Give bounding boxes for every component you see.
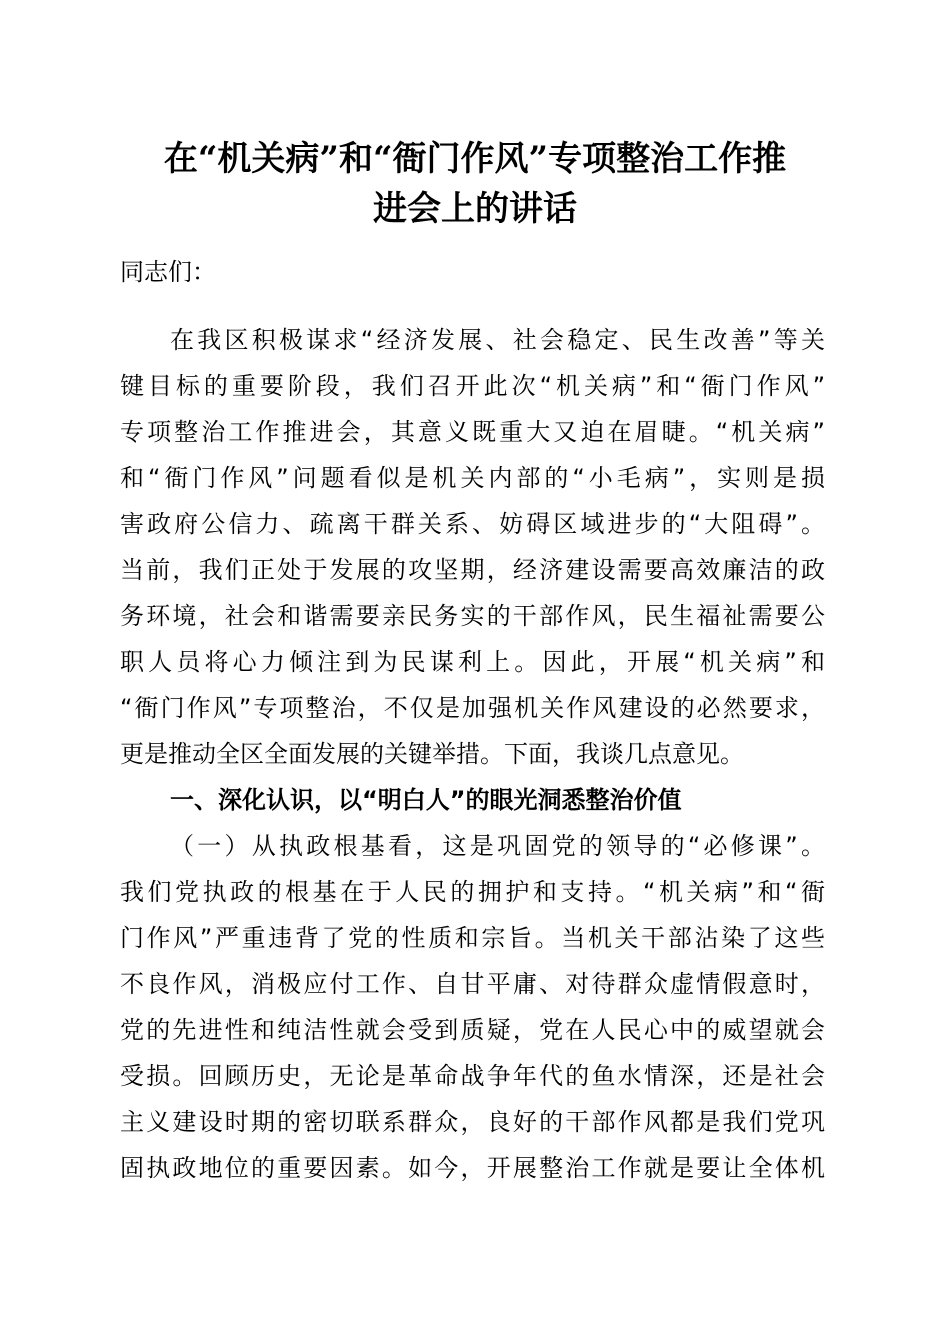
paragraph-1-line: 害政府公信力、疏离干群关系、妨碍区域进步的“大阻碍”。 — [120, 510, 825, 538]
paragraph-2-line: （一）从执政根基看，这是巩固党的领导的“必修课”。 — [170, 832, 825, 860]
paragraph-1-line: “衙门作风”专项整治，不仅是加强机关作风建设的必然要求， — [120, 694, 825, 722]
document-title-line-1: 在“机关病”和“衙门作风”专项整治工作推 — [163, 139, 787, 179]
paragraph-1-line: 在我区积极谋求“经济发展、社会稳定、民生改善”等关 — [170, 326, 825, 354]
paragraph-1-line: 更是推动全区全面发展的关键举措。下面，我谈几点意见。 — [120, 740, 744, 768]
paragraph-1-line: 和“衙门作风”问题看似是机关内部的“小毛病”，实则是损 — [120, 464, 825, 492]
paragraph-1-line: 专项整治工作推进会，其意义既重大又迫在眉睫。“机关病” — [120, 418, 825, 446]
paragraph-1-line: 当前，我们正处于发展的攻坚期，经济建设需要高效廉洁的政 — [120, 556, 825, 584]
paragraph-1-line: 职人员将心力倾注到为民谋利上。因此，开展“机关病”和 — [120, 648, 825, 676]
document-title-line-2: 进会上的讲话 — [373, 189, 577, 229]
paragraph-1-line: 务环境，社会和谐需要亲民务实的干部作风，民生福祉需要公 — [120, 602, 825, 630]
paragraph-1-line: 键目标的重要阶段，我们召开此次“机关病”和“衙门作风” — [120, 372, 825, 400]
section-heading-1: 一、深化认识，以“明白人”的眼光洞悉整治价值 — [170, 786, 682, 814]
paragraph-2-line: 主义建设时期的密切联系群众，良好的干部作风都是我们党巩 — [120, 1108, 825, 1136]
salutation: 同志们： — [120, 258, 216, 286]
paragraph-2-line: 党的先进性和纯洁性就会受到质疑，党在人民心中的威望就会 — [120, 1016, 825, 1044]
paragraph-2-line: 受损。回顾历史，无论是革命战争年代的鱼水情深，还是社会 — [120, 1062, 825, 1090]
paragraph-2-line: 不良作风，消极应付工作、自甘平庸、对待群众虚情假意时， — [120, 970, 825, 998]
paragraph-2-line: 固执政地位的重要因素。如今，开展整治工作就是要让全体机 — [120, 1154, 825, 1182]
paragraph-2-line: 我们党执政的根基在于人民的拥护和支持。“机关病”和“衙 — [120, 878, 825, 906]
paragraph-2-line: 门作风”严重违背了党的性质和宗旨。当机关干部沾染了这些 — [120, 924, 825, 952]
